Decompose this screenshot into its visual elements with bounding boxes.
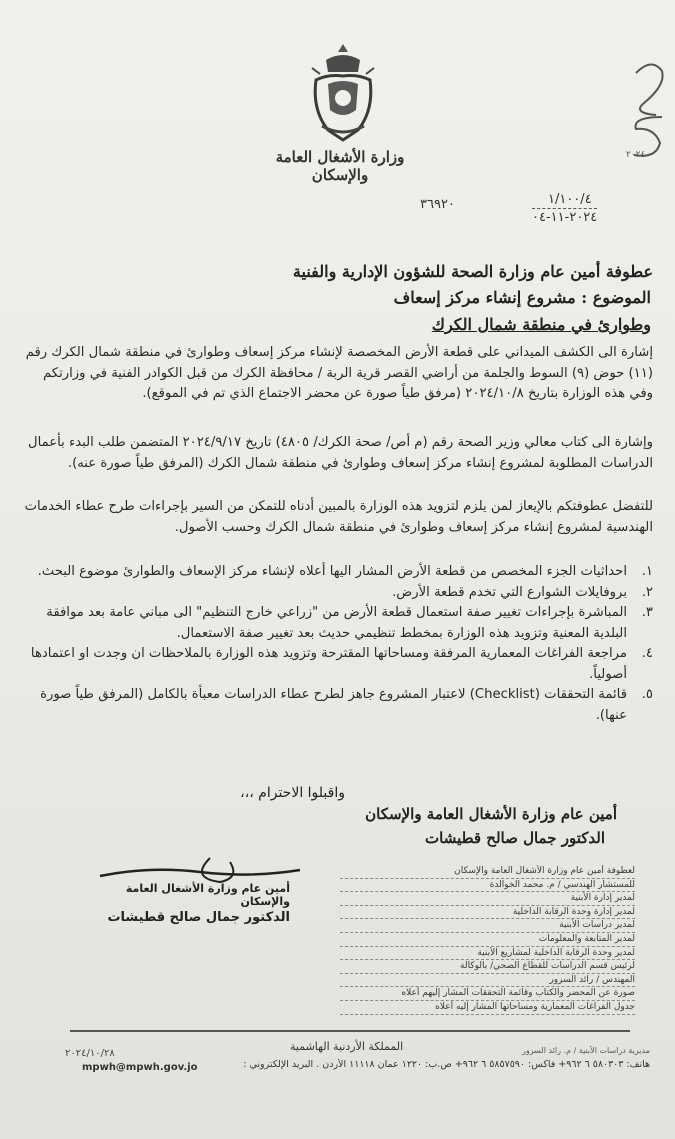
cc-line: لمدير إدارة الأبنية bbox=[340, 892, 635, 906]
cc-line: للمستشار الهندسي / م. محمد الخوالدة bbox=[340, 879, 635, 893]
cc-line: لمدير إدارة وحدة الرقابة الداخلية bbox=[340, 906, 635, 920]
cc-line: لمدير المتابعة والمعلومات bbox=[340, 933, 635, 947]
list-number: ١. bbox=[641, 564, 653, 579]
list-number: ٥. bbox=[641, 687, 653, 702]
requirements-list bbox=[21, 562, 653, 726]
closing-greeting: واقبلوا الاحترام ،،، bbox=[240, 785, 345, 801]
footer-email: mpwh@mpwh.gov.jo bbox=[82, 1062, 198, 1073]
list-item bbox=[21, 562, 653, 583]
signatory-title: أمين عام وزارة الأشغال العامة والإسكان bbox=[365, 805, 617, 823]
cc-line: المهندس / رائد السرور bbox=[340, 974, 635, 988]
footer-divider bbox=[70, 1030, 630, 1032]
subject-line-2: وطوارئ في منطقة شمال الكرك bbox=[431, 315, 651, 334]
footer-contact: هاتف: ٥٨٠٣٠٣ ٦ ٩٦٢+ فاكس: ٥٨٥٧٥٩٠ ٦ ٩٦٢+ ص.ب: ١٢٢٠ عمان ١١١١٨ الأردن . البريد الإلكتروني : bbox=[243, 1059, 650, 1070]
ministry-name: وزارة الأشغال العامة والإسكان bbox=[275, 148, 405, 184]
body-paragraph-3: للتفضل عطوفتكم بالإيعاز لمن يلزم لتزويد هذه الوزارة بالمبين أدناه للتمكن من السير بإجراءات طرح عطاء الخدمات الهندسية لمشروع إنشاء مركز إسعاف وطوارئ في منطقة شمال الكرك وحسب الأصول. bbox=[24, 499, 653, 535]
date-gregorian: ٢٠٢٤-١١-٠٤ bbox=[532, 210, 598, 225]
body-paragraph-2: وإشارة الى كتاب معالي وزير الصحة رقم (م أص/ صحة الكرك/ ٤٨٠٥) تاريخ ٢٠٢٤/٩/١٧ المتضمن طلب البدء بأعمال الدراسات المطلوبة لمشروع إنشاء مركز إسعاف وطوارئ في منطقة شمال الكرك (المرفق طياً صورة عنه). bbox=[28, 435, 653, 471]
reference-number: ٣٦٩٢٠ bbox=[420, 197, 455, 212]
stamp-name: الدكتور جمال صالح قطيشات bbox=[107, 910, 290, 925]
list-text: مراجعة الفراغات المعمارية المرفقة ومساحاتها المقترحة وتزويد هذه الوزارة بالملاحظات ان وجدت او اعتمادها أصولياً. bbox=[30, 646, 627, 682]
list-item bbox=[21, 685, 653, 726]
cc-line: جدول الفراغات المعمارية ومساحاتها المشار إليه أعلاه bbox=[340, 1001, 635, 1015]
stamp-title: أمين عام وزارة الأشغال العامة والإسكان bbox=[125, 882, 290, 908]
footer-note: مديرية دراسات الأبنية / م. رائد السرور bbox=[522, 1046, 650, 1055]
cc-line: صورة عن المحضر والكتاب وقائمة التحققات المشار إليهم أعلاه bbox=[340, 987, 635, 1001]
list-text: بروفايلات الشوارع التي تخدم قطعة الأرض. bbox=[392, 584, 627, 600]
list-number: ٣. bbox=[641, 605, 653, 620]
subject-line-1: الموضوع : مشروع إنشاء مركز إسعاف bbox=[393, 288, 651, 307]
list-number: ٤. bbox=[641, 646, 653, 661]
list-number: ٢. bbox=[641, 584, 653, 600]
jordan-crest-logo bbox=[308, 40, 378, 148]
list-item bbox=[21, 583, 653, 604]
footer-date: ٢٠٢٤/١٠/٢٨ bbox=[65, 1048, 115, 1059]
body-paragraph-1: إشارة الى الكشف الميداني على قطعة الأرض المخصصة لإنشاء مركز إسعاف وطوارئ في منطقة شمال الكرك رقم (١١) حوض (٩) السوط والجلمة من أراضي القصر قرية الربة / محافظة الكرك من قبل الكوادر الفنية في وزارتكم وفي هذه الوزارة بتاريخ ٢٠٢٤/١٠/٨ (مرفق طياً صورة عن محضر الاجتماع الذي تم في الموقع). bbox=[25, 345, 653, 401]
footer-country: المملكة الأردنية الهاشمية bbox=[290, 1040, 404, 1053]
list-text: احداثيات الجزء المخصص من قطعة الأرض المشار اليها أعلاه لإنشاء مركز الإسعاف والطوارئ موضوع البحث. bbox=[37, 564, 627, 579]
side-mark-text: ٢٠٢٤ bbox=[626, 150, 646, 160]
list-item bbox=[21, 644, 653, 685]
list-text: المباشرة بإجراءات تغيير صفة استعمال قطعة الأرض من "زراعي خارج التنظيم" الى مباني عامة بعد موافقة البلدية المعنية وتزويد هذه الوزارة بمخطط تنظيمي حديث بعد تغيير صفة الاستعمال. bbox=[46, 605, 627, 641]
cc-distribution-list bbox=[340, 865, 635, 1015]
cc-line: لمدير دراسات الأبنية bbox=[340, 919, 635, 933]
cc-line: لرئيس قسم الدراسات للقطاع الصحي/ بالوكالة bbox=[340, 960, 635, 974]
list-text: قائمة التحققات (Checklist) لاعتبار المشروع جاهز لطرح عطاء الدراسات معبأة بالكامل (المرفق طياً صورة عنها). bbox=[40, 687, 627, 723]
signatory-name: الدكتور جمال صالح قطيشات bbox=[425, 829, 605, 847]
addressee: عطوفة أمين عام وزارة الصحة للشؤون الإدارية والفنية bbox=[292, 262, 653, 281]
cc-line: لمدير وحدة الرقابة الداخلية لمشاريع الأبنية bbox=[340, 947, 635, 961]
cc-line: لعطوفة أمين عام وزارة الأشغال العامة والإسكان bbox=[340, 865, 635, 879]
list-item bbox=[21, 603, 653, 644]
date-hijri: ١/١٠٠/٤ bbox=[548, 192, 592, 207]
